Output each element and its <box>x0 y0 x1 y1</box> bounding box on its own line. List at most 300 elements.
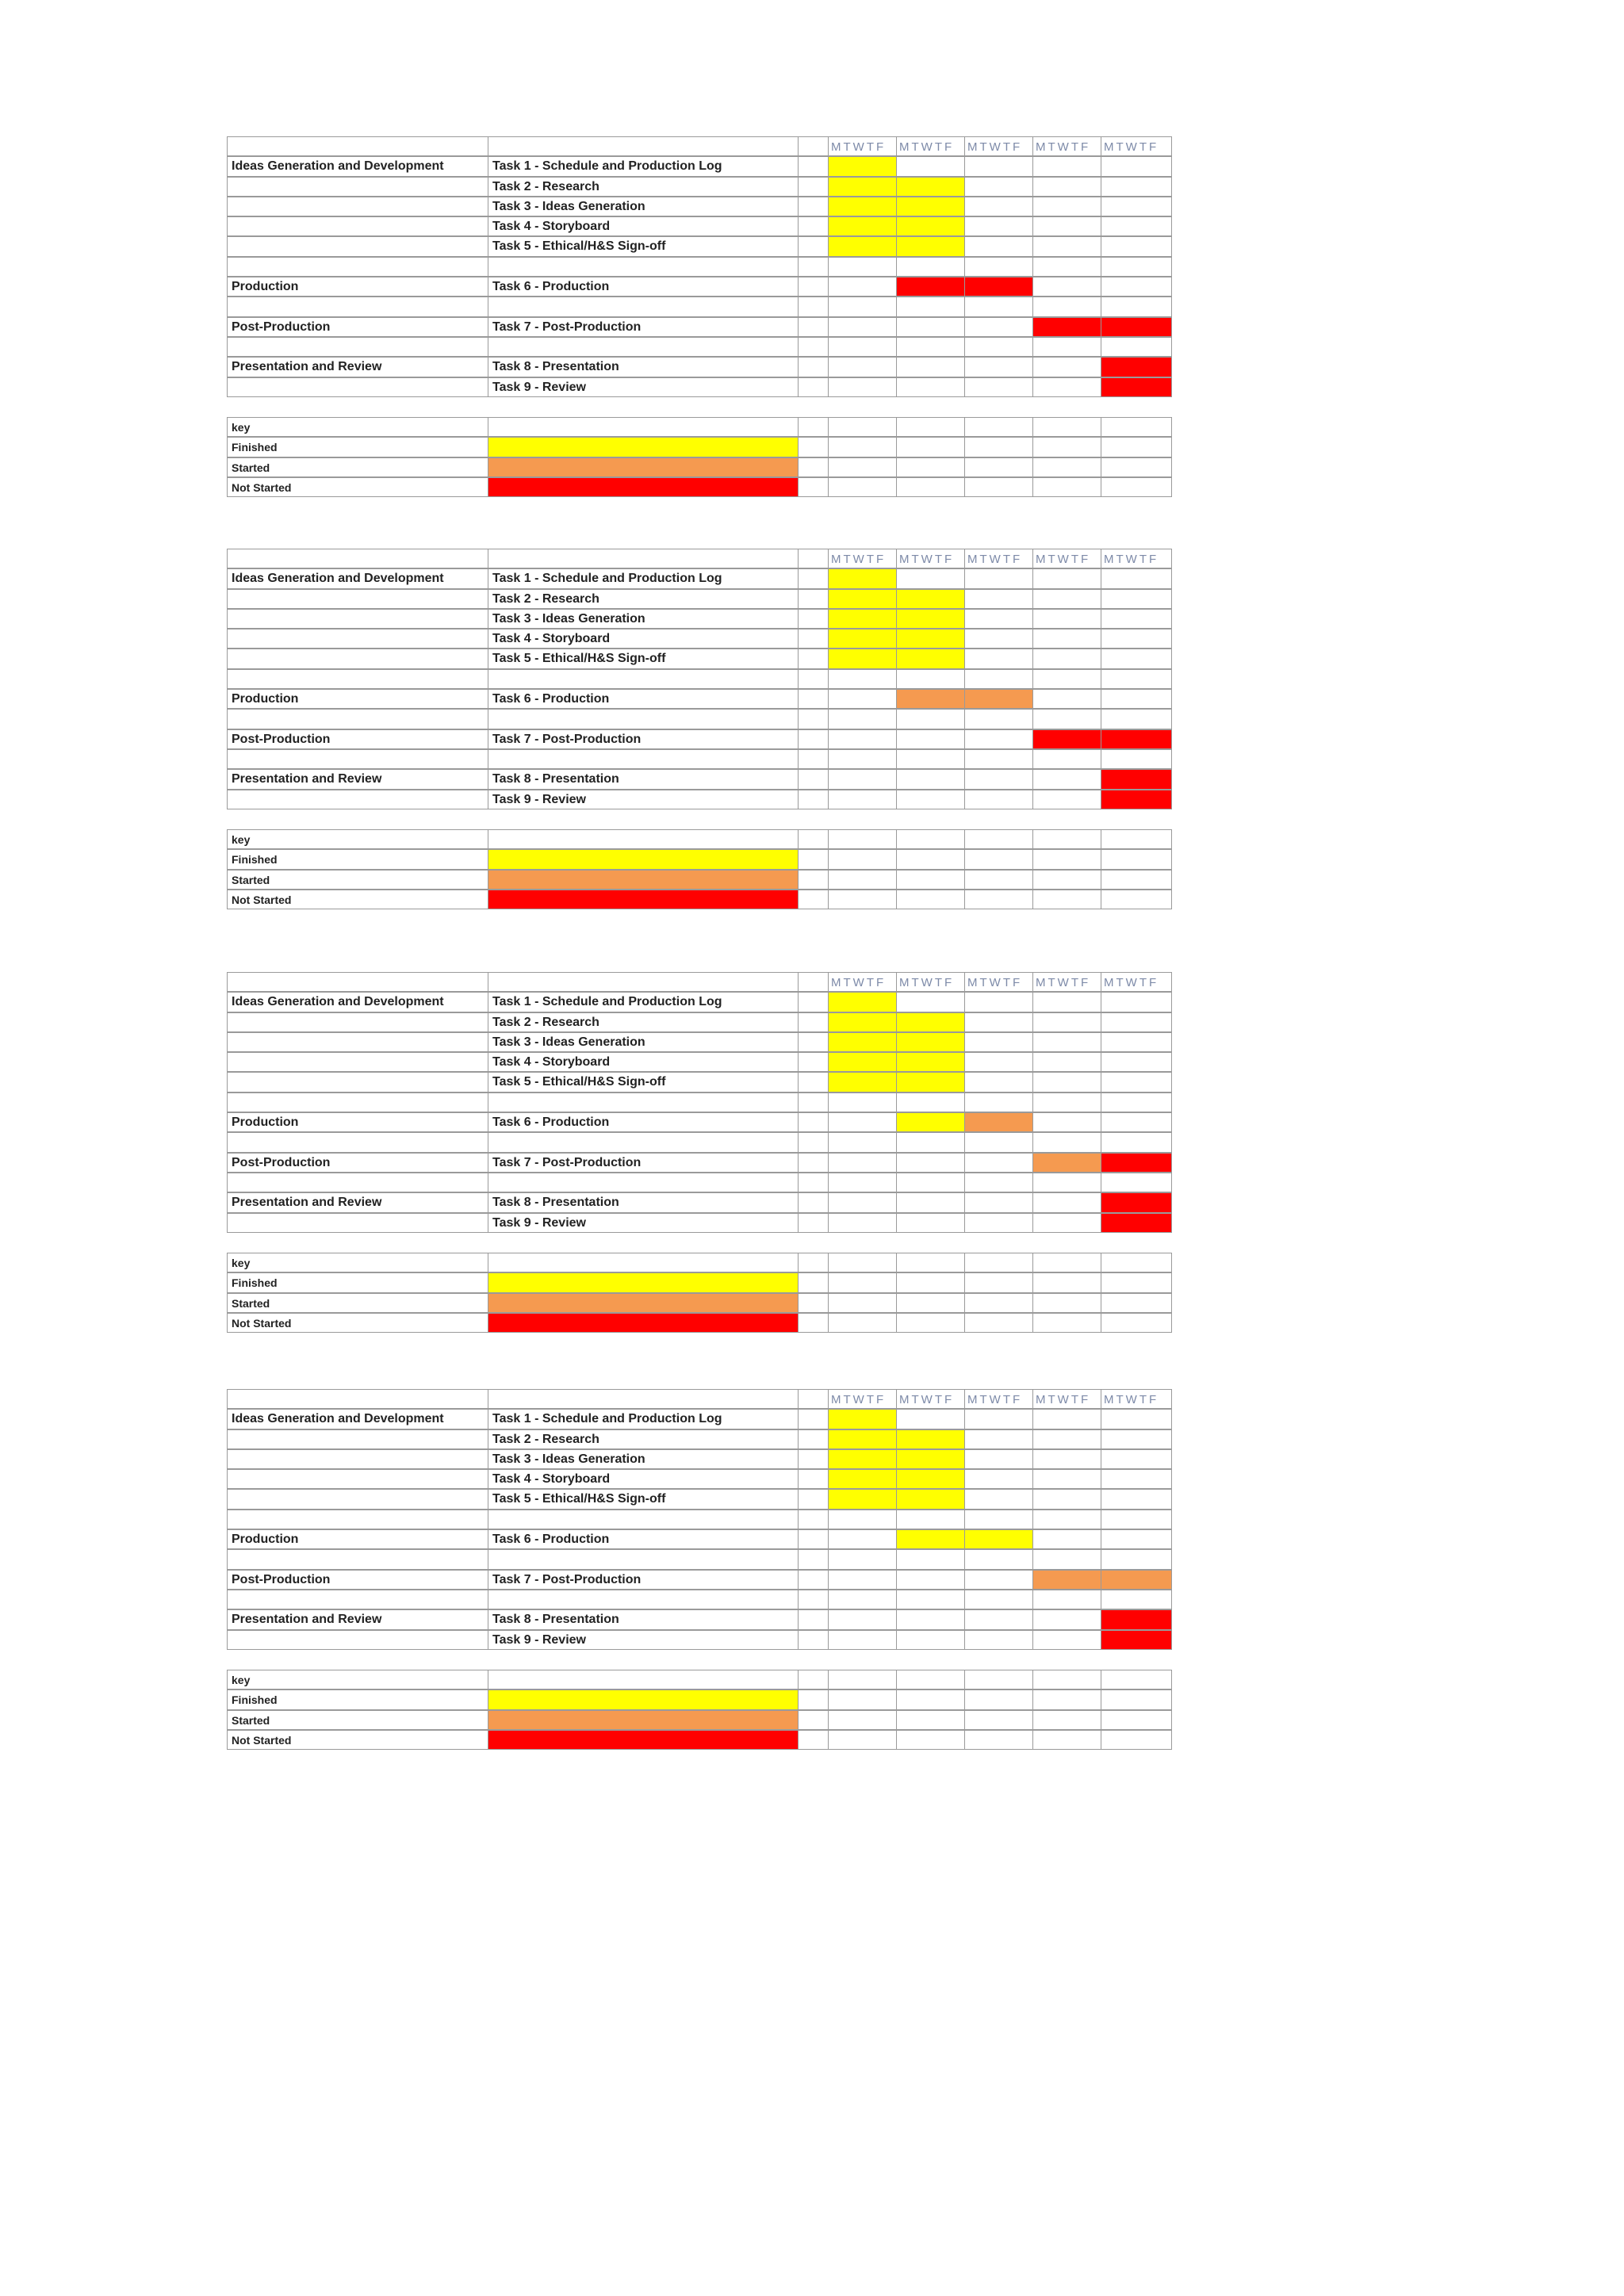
week-cell <box>965 197 1033 216</box>
header-task-cell <box>488 972 799 992</box>
week-header: MTWTF <box>829 972 897 992</box>
task-label <box>488 1510 799 1529</box>
week-header: MTWTF <box>1101 549 1172 568</box>
week-cell <box>965 1192 1033 1212</box>
task-label: Task 5 - Ethical/H&S Sign-off <box>488 236 799 256</box>
spacer-cell <box>799 1429 829 1449</box>
key-swatch <box>488 457 799 477</box>
week-cell <box>1101 849 1172 869</box>
key-swatch-empty <box>488 1670 799 1689</box>
task-label <box>488 257 799 277</box>
week-cell <box>1101 1590 1172 1609</box>
task-label: Task 2 - Research <box>488 1429 799 1449</box>
phase-label <box>227 216 488 236</box>
key-title: key <box>227 1670 488 1689</box>
week-cell <box>1101 1710 1172 1730</box>
week-cell <box>897 992 965 1012</box>
spacer-cell <box>799 1409 829 1429</box>
week-cell <box>965 1132 1033 1152</box>
week-cell <box>1101 197 1172 216</box>
week-cell <box>1101 1173 1172 1192</box>
key-table <box>227 1670 1172 1750</box>
week-cell <box>829 1570 897 1590</box>
spacer-cell <box>799 589 829 609</box>
status-bar <box>829 216 897 236</box>
status-bar <box>829 1449 897 1469</box>
week-cell <box>965 377 1033 397</box>
phase-label: Production <box>227 1112 488 1132</box>
week-cell <box>1101 629 1172 649</box>
week-cell <box>829 1173 897 1192</box>
status-bar <box>829 568 897 588</box>
week-cell <box>965 1253 1033 1272</box>
spacer-cell <box>799 829 829 849</box>
spacer-cell <box>799 1449 829 1469</box>
spacer-cell <box>799 689 829 709</box>
phase-label: Production <box>227 689 488 709</box>
week-cell <box>1033 337 1101 357</box>
phase-label <box>227 236 488 256</box>
week-cell <box>965 236 1033 256</box>
phase-label: Post-Production <box>227 729 488 749</box>
week-cell <box>965 849 1033 869</box>
week-cell <box>897 437 965 457</box>
week-cell <box>1101 1032 1172 1052</box>
spacer-cell <box>799 477 829 497</box>
week-cell <box>1033 257 1101 277</box>
week-cell <box>1033 1072 1101 1092</box>
key-swatch <box>488 890 799 909</box>
phase-label: Post-Production <box>227 317 488 337</box>
week-cell <box>829 1192 897 1212</box>
week-cell <box>965 1670 1033 1689</box>
week-cell <box>1033 829 1101 849</box>
week-cell <box>965 1012 1033 1032</box>
status-bar <box>829 649 897 668</box>
week-cell <box>965 1730 1033 1750</box>
phase-label <box>227 197 488 216</box>
week-cell <box>1101 1272 1172 1292</box>
task-label: Task 1 - Schedule and Production Log <box>488 568 799 588</box>
key-table <box>227 829 1172 909</box>
task-label: Task 8 - Presentation <box>488 1609 799 1629</box>
week-cell <box>1101 1072 1172 1092</box>
week-cell <box>1101 417 1172 437</box>
week-cell <box>965 870 1033 890</box>
week-cell <box>829 689 897 709</box>
week-cell <box>897 669 965 689</box>
week-cell <box>965 1032 1033 1052</box>
week-header: MTWTF <box>1033 972 1101 992</box>
status-bar <box>829 629 897 649</box>
week-cell <box>829 1132 897 1152</box>
header-spacer-cell <box>799 1389 829 1409</box>
week-cell <box>1101 1012 1172 1032</box>
header-task-cell <box>488 136 799 156</box>
week-cell <box>897 477 965 497</box>
status-bar <box>897 1032 965 1052</box>
gantt-chart <box>227 972 1172 1333</box>
week-cell <box>965 457 1033 477</box>
week-cell <box>829 1313 897 1333</box>
phase-label: Ideas Generation and Development <box>227 568 488 588</box>
phase-label <box>227 297 488 316</box>
week-cell <box>897 1730 965 1750</box>
week-cell <box>897 1409 965 1429</box>
status-bar <box>897 236 965 256</box>
spacer-cell <box>799 457 829 477</box>
status-bar <box>829 1469 897 1489</box>
week-cell <box>1033 1529 1101 1549</box>
spacer-cell <box>799 1192 829 1212</box>
spacer-cell <box>799 337 829 357</box>
week-cell <box>897 1710 965 1730</box>
week-cell <box>1033 1012 1101 1032</box>
week-cell <box>1033 477 1101 497</box>
phase-label <box>227 749 488 769</box>
task-label <box>488 1132 799 1152</box>
task-label: Task 1 - Schedule and Production Log <box>488 992 799 1012</box>
week-cell <box>1033 1730 1101 1750</box>
week-cell <box>965 609 1033 629</box>
week-cell <box>897 297 965 316</box>
week-cell <box>1033 1253 1101 1272</box>
week-cell <box>829 297 897 316</box>
status-bar <box>1101 1213 1172 1233</box>
week-cell <box>1101 1670 1172 1689</box>
status-bar <box>1101 357 1172 377</box>
spacer-cell <box>799 277 829 297</box>
status-bar <box>1101 1570 1172 1590</box>
status-bar <box>965 1529 1033 1549</box>
status-bar <box>897 1529 965 1549</box>
week-cell <box>1033 1093 1101 1112</box>
week-cell <box>829 890 897 909</box>
week-cell <box>1033 769 1101 789</box>
status-bar <box>897 1012 965 1032</box>
spacer-cell <box>799 749 829 769</box>
spacer-cell <box>799 1112 829 1132</box>
phase-label <box>227 790 488 809</box>
spacer-cell <box>799 177 829 197</box>
phase-label: Production <box>227 277 488 297</box>
task-label: Task 5 - Ethical/H&S Sign-off <box>488 1072 799 1092</box>
table-gap <box>227 1233 1172 1253</box>
schedule-table <box>227 549 1172 809</box>
phase-label: Ideas Generation and Development <box>227 1409 488 1429</box>
week-cell <box>1033 1510 1101 1529</box>
spacer-cell <box>799 1132 829 1152</box>
week-cell <box>897 1293 965 1313</box>
key-label: Finished <box>227 1689 488 1709</box>
status-bar <box>829 1032 897 1052</box>
week-cell <box>829 417 897 437</box>
week-cell <box>897 457 965 477</box>
task-label: Task 3 - Ideas Generation <box>488 1449 799 1469</box>
phase-label: Presentation and Review <box>227 1192 488 1212</box>
status-bar <box>829 992 897 1012</box>
week-header: MTWTF <box>1101 136 1172 156</box>
week-cell <box>829 769 897 789</box>
task-label: Task 6 - Production <box>488 1529 799 1549</box>
week-cell <box>897 317 965 337</box>
week-cell <box>1101 236 1172 256</box>
phase-label <box>227 1590 488 1609</box>
week-cell <box>1033 1409 1101 1429</box>
week-cell <box>829 1253 897 1272</box>
status-bar <box>897 1112 965 1132</box>
spacer-cell <box>799 1590 829 1609</box>
week-cell <box>1101 669 1172 689</box>
key-table <box>227 1253 1172 1333</box>
phase-label <box>227 709 488 729</box>
spacer-cell <box>799 1173 829 1192</box>
key-swatch <box>488 1293 799 1313</box>
week-cell <box>1033 870 1101 890</box>
week-cell <box>1101 216 1172 236</box>
week-cell <box>1101 257 1172 277</box>
task-label: Task 7 - Post-Production <box>488 729 799 749</box>
spacer-cell <box>799 1032 829 1052</box>
week-cell <box>1033 609 1101 629</box>
task-label: Task 7 - Post-Production <box>488 1153 799 1173</box>
spacer-cell <box>799 377 829 397</box>
week-cell <box>965 669 1033 689</box>
week-cell <box>1101 870 1172 890</box>
week-cell <box>965 257 1033 277</box>
week-cell <box>1033 1052 1101 1072</box>
phase-label <box>227 669 488 689</box>
key-swatch-empty <box>488 417 799 437</box>
week-cell <box>965 1710 1033 1730</box>
week-cell <box>965 992 1033 1012</box>
week-cell <box>1101 1730 1172 1750</box>
week-header: MTWTF <box>829 1389 897 1409</box>
schedule-table <box>227 972 1172 1233</box>
status-bar <box>1101 1192 1172 1212</box>
week-cell <box>897 1192 965 1212</box>
task-label <box>488 1173 799 1192</box>
task-label: Task 4 - Storyboard <box>488 1052 799 1072</box>
phase-label <box>227 1132 488 1152</box>
task-label <box>488 1590 799 1609</box>
week-cell <box>1033 1689 1101 1709</box>
status-bar <box>1101 769 1172 789</box>
phase-label <box>227 377 488 397</box>
schedule-table <box>227 136 1172 397</box>
table-gap <box>227 809 1172 829</box>
header-task-cell <box>488 549 799 568</box>
week-cell <box>1033 1293 1101 1313</box>
week-header: MTWTF <box>965 1389 1033 1409</box>
key-label: Finished <box>227 437 488 457</box>
week-cell <box>965 790 1033 809</box>
spacer-cell <box>799 870 829 890</box>
week-cell <box>965 709 1033 729</box>
task-label: Task 9 - Review <box>488 1630 799 1650</box>
task-label: Task 2 - Research <box>488 589 799 609</box>
status-bar <box>829 1012 897 1032</box>
week-cell <box>897 709 965 729</box>
task-label: Task 2 - Research <box>488 177 799 197</box>
week-cell <box>829 477 897 497</box>
status-bar <box>1033 317 1101 337</box>
week-cell <box>829 790 897 809</box>
week-cell <box>965 1570 1033 1590</box>
week-cell <box>829 849 897 869</box>
phase-label: Production <box>227 1529 488 1549</box>
task-label: Task 8 - Presentation <box>488 357 799 377</box>
week-cell <box>965 1510 1033 1529</box>
task-label: Task 9 - Review <box>488 377 799 397</box>
spacer-cell <box>799 1313 829 1333</box>
spacer-cell <box>799 890 829 909</box>
week-cell <box>1033 1192 1101 1212</box>
status-bar <box>829 197 897 216</box>
week-cell <box>1033 417 1101 437</box>
task-label: Task 3 - Ideas Generation <box>488 1032 799 1052</box>
week-cell <box>1101 297 1172 316</box>
week-cell <box>897 1093 965 1112</box>
week-cell <box>965 1549 1033 1569</box>
status-bar <box>1101 1153 1172 1173</box>
task-label: Task 4 - Storyboard <box>488 629 799 649</box>
week-cell <box>829 1272 897 1292</box>
spacer-cell <box>799 568 829 588</box>
header-phase-cell <box>227 1389 488 1409</box>
phase-label <box>227 589 488 609</box>
week-cell <box>829 337 897 357</box>
week-cell <box>897 829 965 849</box>
week-cell <box>1101 1253 1172 1272</box>
week-cell <box>897 1132 965 1152</box>
week-cell <box>1033 849 1101 869</box>
week-cell <box>965 589 1033 609</box>
spacer-cell <box>799 236 829 256</box>
status-bar <box>1101 1630 1172 1650</box>
phase-label <box>227 1429 488 1449</box>
week-cell <box>829 377 897 397</box>
week-cell <box>965 729 1033 749</box>
week-cell <box>1033 197 1101 216</box>
week-header: MTWTF <box>965 136 1033 156</box>
phase-label <box>227 1052 488 1072</box>
key-label: Started <box>227 457 488 477</box>
week-cell <box>965 1072 1033 1092</box>
week-cell <box>1101 890 1172 909</box>
key-label: Started <box>227 870 488 890</box>
spacer-cell <box>799 357 829 377</box>
week-cell <box>1033 1449 1101 1469</box>
week-cell <box>1101 1510 1172 1529</box>
week-cell <box>1033 297 1101 316</box>
week-cell <box>1101 568 1172 588</box>
task-label <box>488 709 799 729</box>
task-label: Task 8 - Presentation <box>488 769 799 789</box>
key-label: Finished <box>227 1272 488 1292</box>
status-bar <box>1033 729 1101 749</box>
phase-label <box>227 649 488 668</box>
week-cell <box>965 1469 1033 1489</box>
week-cell <box>897 1313 965 1333</box>
week-cell <box>1033 437 1101 457</box>
key-swatch <box>488 1272 799 1292</box>
week-header: MTWTF <box>1033 1389 1101 1409</box>
week-cell <box>1033 1710 1101 1730</box>
spacer-cell <box>799 790 829 809</box>
spacer-cell <box>799 1570 829 1590</box>
week-cell <box>1033 277 1101 297</box>
week-cell <box>1101 437 1172 457</box>
spacer-cell <box>799 1213 829 1233</box>
week-cell <box>897 1670 965 1689</box>
status-bar <box>1101 317 1172 337</box>
week-cell <box>965 1689 1033 1709</box>
status-bar <box>1101 377 1172 397</box>
key-swatch <box>488 477 799 497</box>
week-cell <box>897 357 965 377</box>
week-cell <box>965 477 1033 497</box>
week-cell <box>829 457 897 477</box>
week-cell <box>965 337 1033 357</box>
week-cell <box>829 1293 897 1313</box>
key-label: Not Started <box>227 477 488 497</box>
spacer-cell <box>799 1253 829 1272</box>
week-header: MTWTF <box>1101 972 1172 992</box>
header-spacer-cell <box>799 549 829 568</box>
week-cell <box>1101 1052 1172 1072</box>
week-header: MTWTF <box>897 136 965 156</box>
status-bar <box>897 1489 965 1509</box>
phase-label <box>227 1630 488 1650</box>
week-header: MTWTF <box>897 549 965 568</box>
week-cell <box>1101 277 1172 297</box>
week-cell <box>897 870 965 890</box>
week-cell <box>1033 589 1101 609</box>
spacer-cell <box>799 1489 829 1509</box>
status-bar <box>897 1469 965 1489</box>
status-bar <box>829 1409 897 1429</box>
week-header: MTWTF <box>829 136 897 156</box>
week-cell <box>965 890 1033 909</box>
spacer-cell <box>799 609 829 629</box>
week-cell <box>1101 589 1172 609</box>
phase-label <box>227 1173 488 1192</box>
week-cell <box>1033 649 1101 668</box>
week-cell <box>1033 1132 1101 1152</box>
week-cell <box>897 849 965 869</box>
week-cell <box>965 1590 1033 1609</box>
task-label <box>488 749 799 769</box>
task-label <box>488 1549 799 1569</box>
week-cell <box>829 1510 897 1529</box>
week-cell <box>1033 1670 1101 1689</box>
week-cell <box>965 1449 1033 1469</box>
week-cell <box>897 1689 965 1709</box>
week-cell <box>829 1549 897 1569</box>
week-cell <box>1033 992 1101 1012</box>
week-cell <box>1033 669 1101 689</box>
phase-label: Post-Production <box>227 1570 488 1590</box>
task-label: Task 4 - Storyboard <box>488 1469 799 1489</box>
task-label: Task 1 - Schedule and Production Log <box>488 1409 799 1429</box>
week-cell <box>1101 689 1172 709</box>
key-title: key <box>227 1253 488 1272</box>
header-phase-cell <box>227 549 488 568</box>
week-cell <box>965 1213 1033 1233</box>
spacer-cell <box>799 849 829 869</box>
week-cell <box>1033 1630 1101 1650</box>
